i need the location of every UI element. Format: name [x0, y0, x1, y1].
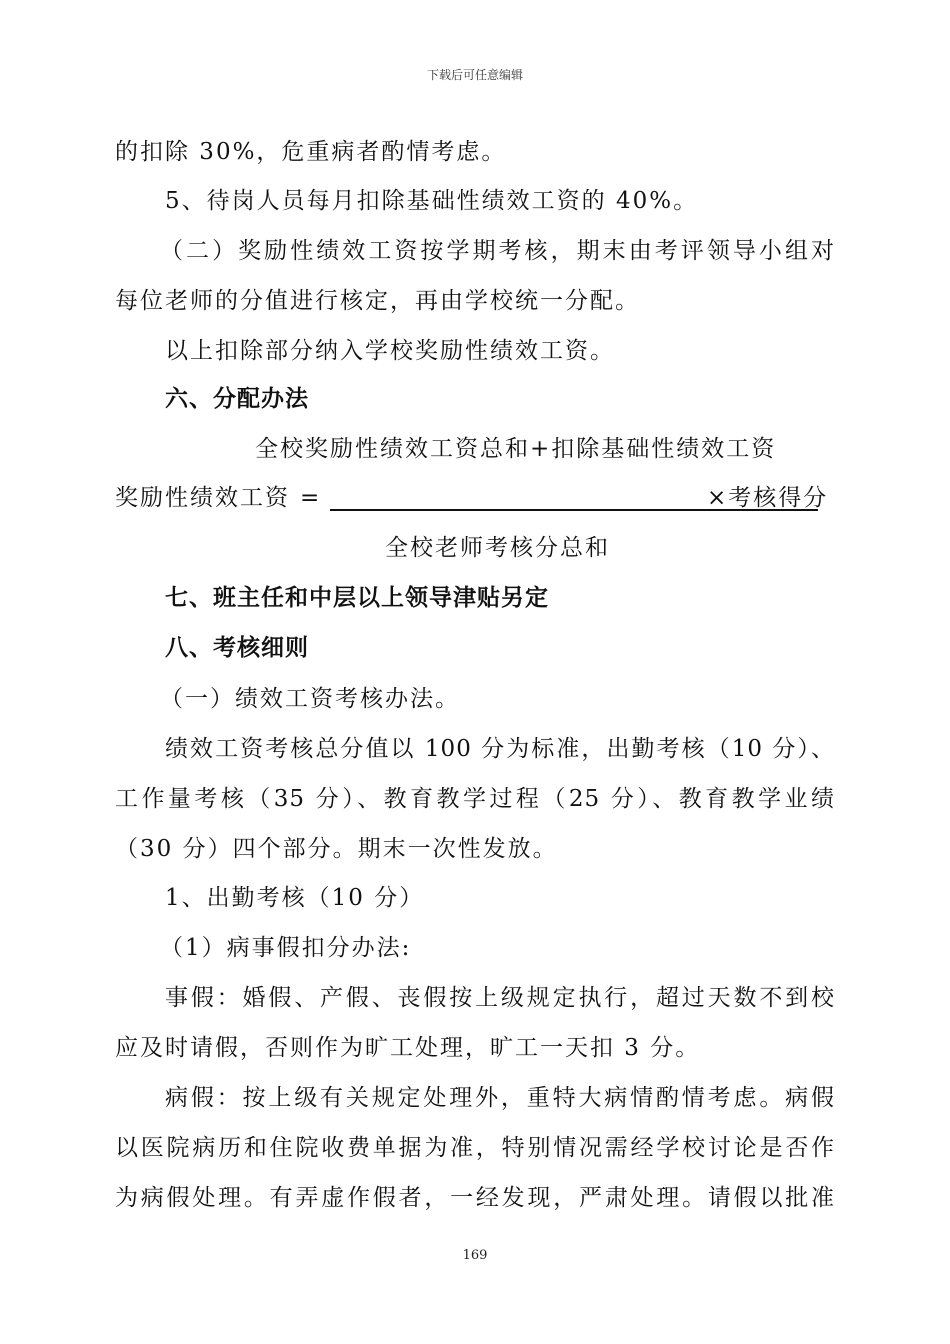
- paragraph-line: （一）绩效工资考核办法。: [160, 686, 460, 712]
- paragraph-line: （30 分）四个部分。期末一次性发放。: [115, 836, 558, 862]
- paragraph-line: 事假：婚假、产假、丧假按上级规定执行，超过天数不到校: [165, 985, 835, 1011]
- paragraph-line: 绩效工资考核总分值以 100 分为标准，出勤考核（10 分）、: [165, 736, 835, 762]
- paragraph-line: 工作量考核（35 分）、教育教学过程（25 分）、教育教学业绩: [115, 786, 835, 812]
- formula-equals: =: [300, 485, 320, 511]
- paragraph-line: 5、待岗人员每月扣除基础性绩效工资的 40%。: [165, 188, 699, 214]
- section-heading-7: 七、班主任和中层以上领导津贴另定: [165, 585, 549, 611]
- formula-lhs: 奖励性绩效工资: [115, 485, 290, 511]
- paragraph-line: 的扣除 30%，危重病者酌情考虑。: [115, 139, 507, 165]
- formula-row: [115, 483, 835, 513]
- paragraph-line: 以上扣除部分纳入学校奖励性绩效工资。: [165, 338, 615, 364]
- paragraph-line: 以医院病历和住院收费单据为准，特别情况需经学校讨论是否作: [115, 1135, 835, 1161]
- page-header-note: 下载后可任意编辑: [426, 68, 523, 82]
- paragraph-line: 每位老师的分值进行核定，再由学校统一分配。: [115, 288, 640, 314]
- formula-rhs: ×考核得分: [707, 485, 829, 511]
- paragraph-line: 1、出勤考核（10 分）: [165, 885, 425, 911]
- section-heading-6: 六、分配办法: [165, 386, 309, 412]
- formula-numerator: 全校奖励性绩效工资总和+扣除基础性绩效工资: [255, 436, 777, 462]
- paragraph-line: （二）奖励性绩效工资按学期考核，期末由考评领导小组对: [160, 238, 835, 264]
- paragraph-line: 为病假处理。有弄虚作假者，一经发现，严肃处理。请假以批准: [115, 1185, 835, 1211]
- paragraph-line: 应及时请假，否则作为旷工处理，旷工一天扣 3 分。: [115, 1035, 701, 1061]
- section-heading-8: 八、考核细则: [165, 635, 309, 661]
- page-number: 169: [462, 1248, 488, 1263]
- paragraph-line: （1）病事假扣分办法:: [160, 935, 412, 961]
- formula-denominator: 全校老师考核分总和: [385, 535, 610, 561]
- paragraph-line: 病假：按上级有关规定处理外，重特大病情酌情考虑。病假: [165, 1085, 835, 1111]
